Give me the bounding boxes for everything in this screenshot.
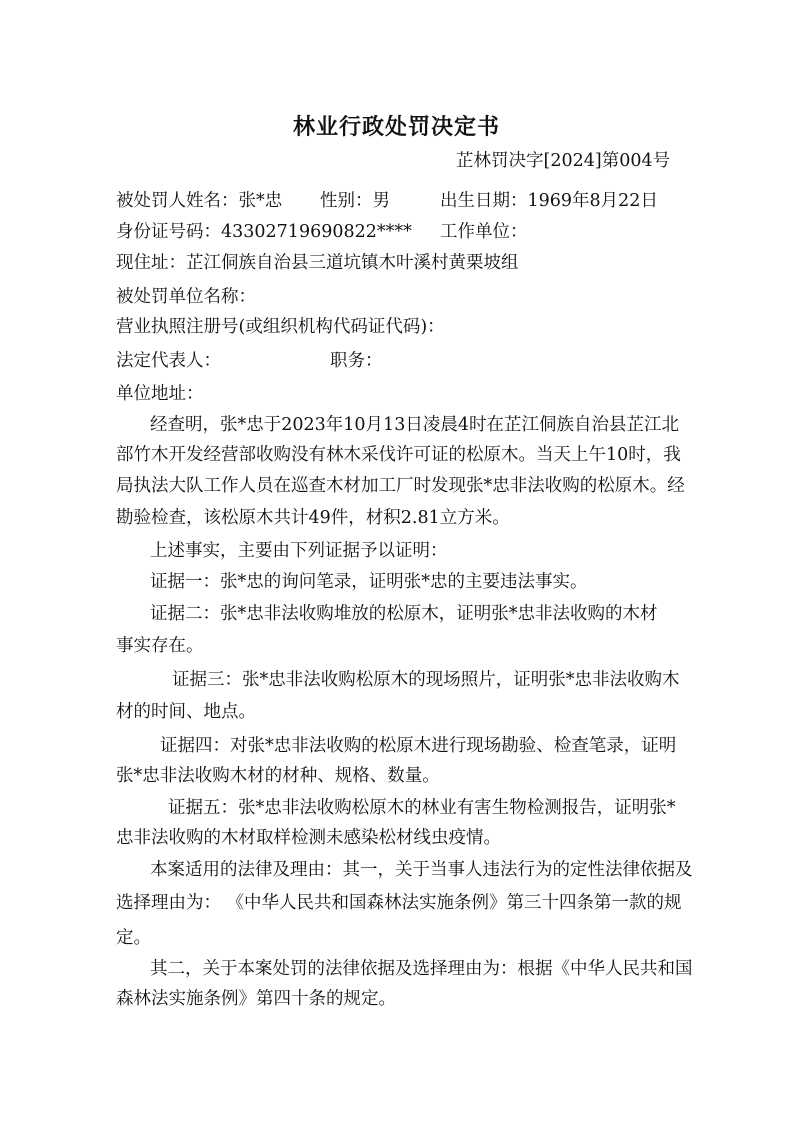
- unit-name: 被处罚单位名称：: [116, 287, 256, 307]
- law-basis-line: 选择理由为： 《中华人民共和国森林法实施条例》第三十四条第一款的规: [116, 893, 682, 913]
- document-number: 芷林罚决字[2024]第004号: [456, 151, 671, 171]
- law-basis-line: 本案适用的法律及理由：其一，关于当事人违法行为的定性法律依据及: [150, 860, 693, 880]
- party-gender: 性别：男: [320, 191, 390, 211]
- evidence-1: 证据一：张*忠的询问笔录，证明张*忠的主要违法事实。: [150, 572, 588, 592]
- evidence-2-line: 事实存在。: [116, 636, 204, 656]
- party-birthdate: 出生日期：1969年8月22日: [440, 191, 658, 211]
- legal-representative: 法定代表人：: [116, 351, 221, 371]
- evidence-5-line: 证据五：张*忠非法收购松原木的林业有害生物检测报告，证明张*: [168, 798, 676, 818]
- facts-line: 部竹木开发经营部收购没有林木采伐许可证的松原木。当天上午10时，我: [116, 445, 681, 465]
- law-basis-line: 定。: [116, 928, 151, 948]
- evidence-5-line: 忠非法收购的木材取样检测未感染松材线虫疫情。: [116, 828, 501, 848]
- representative-position: 职务：: [330, 351, 383, 371]
- evidence-3-line: 材的时间、地点。: [116, 702, 256, 722]
- evidence-2-line: 证据二：张*忠非法收购堆放的松原木，证明张*忠非法收购的木材: [150, 604, 658, 624]
- document-title: 林业行政处罚决定书: [292, 115, 500, 140]
- evidence-4-line: 证据四：对张*忠非法收购的松原木进行现场勘验、检查笔录，证明: [160, 736, 677, 756]
- evidence-4-line: 张*忠非法收购木材的材种、规格、数量。: [116, 766, 440, 786]
- penalty-basis-line: 森林法实施条例》第四十条的规定。: [116, 989, 396, 1009]
- party-employer: 工作单位：: [440, 222, 528, 242]
- party-id-number: 身份证号码：43302719690822****: [116, 222, 412, 242]
- facts-line: 勘验检查，该松原木共计49件，材积2.81立方米。: [116, 508, 510, 528]
- evidence-intro: 上述事实，主要由下列证据予以证明：: [150, 541, 448, 561]
- facts-line: 经查明，张*忠于2023年10月13日凌晨4时在芷江侗族自治县芷江北: [150, 415, 679, 435]
- unit-address: 单位地址：: [116, 384, 204, 404]
- party-name: 被处罚人姓名：张*忠: [116, 191, 283, 211]
- evidence-3-line: 证据三：张*忠非法收购松原木的现场照片，证明张*忠非法收购木: [172, 670, 680, 690]
- facts-line: 局执法大队工作人员在巡查木材加工厂时发现张*忠非法收购的松原木。经: [116, 476, 685, 496]
- business-license: 营业执照注册号(或组织机构代码证代码)：: [116, 317, 445, 337]
- party-address: 现住址：芷江侗族自治县三道坑镇木叶溪村黄栗坡组: [116, 253, 519, 273]
- penalty-basis-line: 其二，关于本案处罚的法律依据及选择理由为：根据《中华人民共和国: [150, 959, 693, 979]
